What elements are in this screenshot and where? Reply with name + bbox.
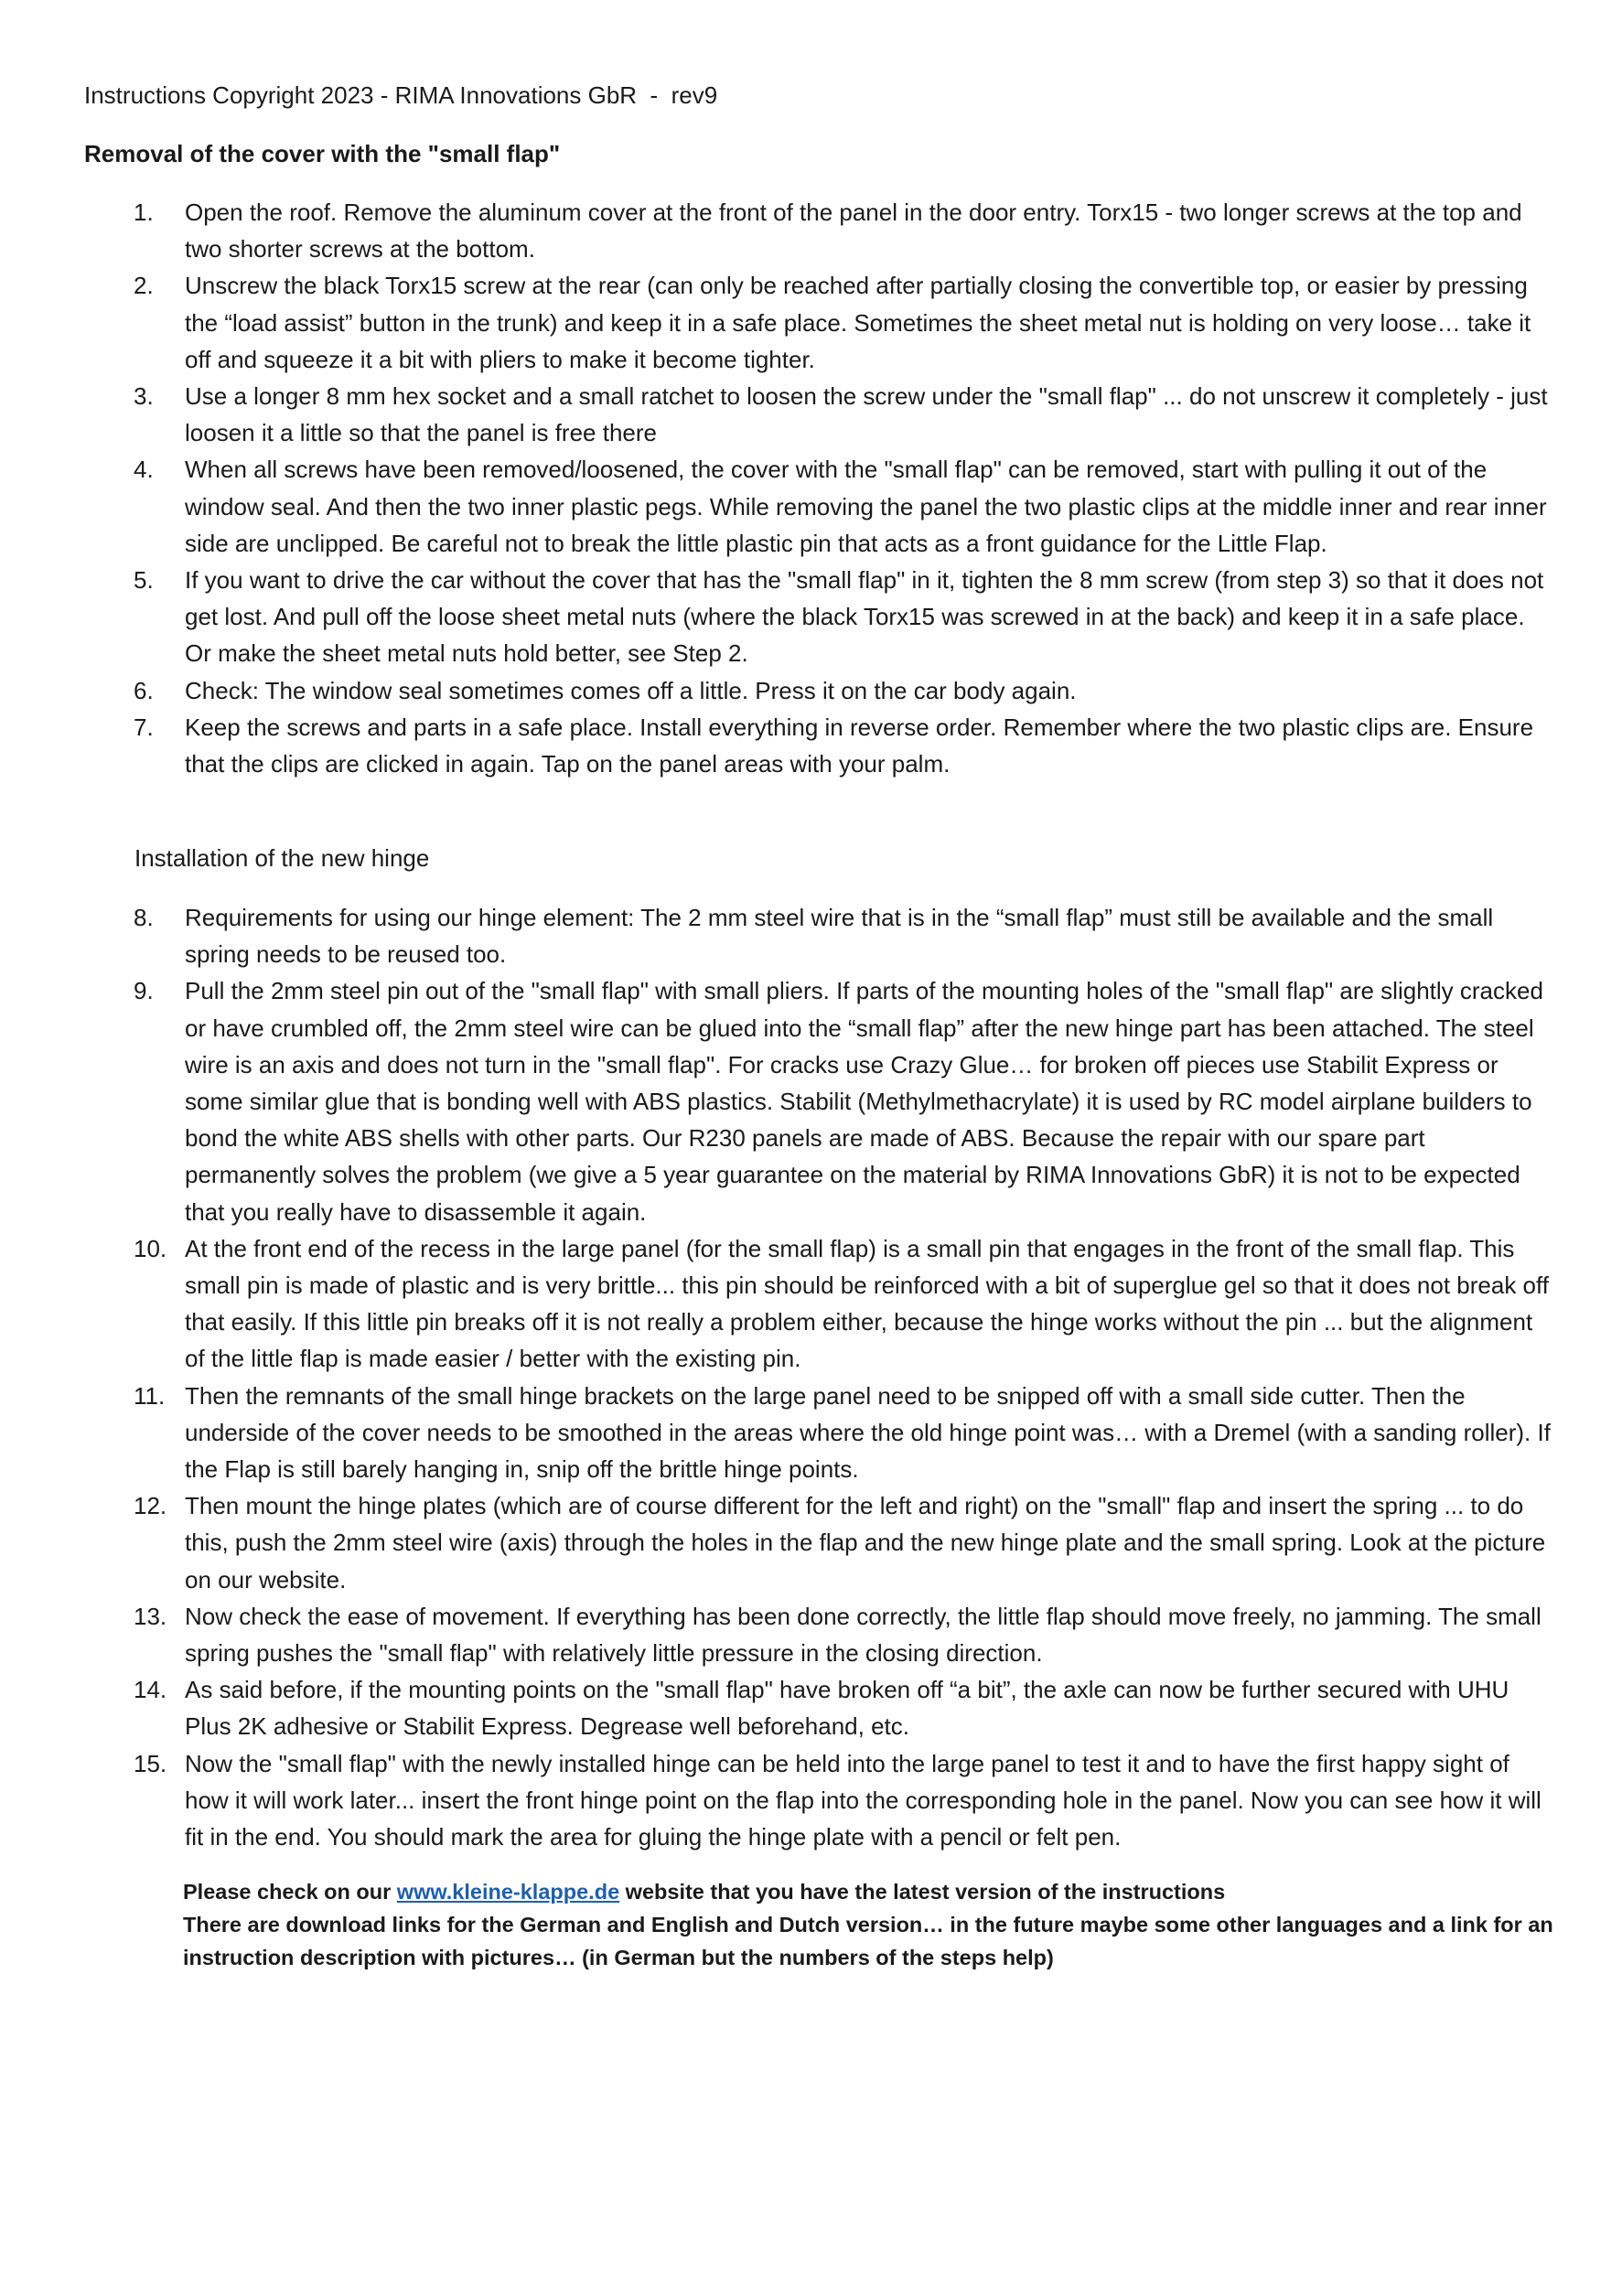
step-text: Open the roof. Remove the aluminum cover at the front of the panel in the door entry. Torx15 - two longer screws at the top and two shorter screws at the bottom. <box>185 198 1522 263</box>
step-number: 5. <box>134 566 154 595</box>
step-item <box>128 1378 1555 1488</box>
version-check-text-after: website that you have the latest version of the instructions <box>619 1880 1226 1904</box>
step-text: When all screws have been removed/loosened, the cover with the "small flap" can be removed, start with pulling it out of the window seal. And then the two inner plastic pegs. While removing the panel the two plastic clips at the middle inner and rear inner side are unclipped. Be careful not to break the little plastic pin that acts as a front guidance for the Little Flap. <box>185 456 1547 557</box>
step-item <box>128 972 1555 1229</box>
copyright-line: Instructions Copyright 2023 - RIMA Innovations GbR - rev9 <box>84 81 718 109</box>
step-item <box>128 194 1555 267</box>
step-text: Now the "small flap" with the newly installed hinge can be held into the large panel to test it and to have the first happy sight of how it will work later... insert the front hinge point on the flap into the corresponding hole in the panel. Now you can see how it will fit in the end. You should mark the area for gluing the hinge plate with a pencil or felt pen. <box>185 1749 1541 1851</box>
version-notes <box>183 1875 1555 1974</box>
step-text: Now check the ease of movement. If everything has been done correctly, the little flap should move freely, no jamming. The small spring pushes the "small flap" with relatively little pressure in the closing direction. <box>185 1602 1541 1668</box>
step-number: 4. <box>134 456 154 484</box>
step-item <box>128 1671 1555 1744</box>
step-item <box>128 1487 1555 1598</box>
step-item <box>128 899 1555 972</box>
step-text: Use a longer 8 mm hex socket and a small ratchet to loosen the screw under the "small flap" ... do not unscrew it completely - just loosen it a little so that the panel is free there <box>185 382 1548 447</box>
step-number: 7. <box>134 713 154 741</box>
step-number: 9. <box>134 977 154 1005</box>
step-number: 1. <box>134 198 154 226</box>
version-check-text-before: Please check on our <box>183 1880 397 1904</box>
step-number: 6. <box>134 676 154 704</box>
step-item <box>128 672 1555 709</box>
step-text: Then mount the hinge plates (which are of course different for the left and right) on the "small" flap and insert the spring ... to do this, push the 2mm steel wire (axis) through the holes in the flap and the new hinge plate and the small spring. Look at the picture on our website. <box>185 1492 1546 1593</box>
step-item <box>128 562 1555 672</box>
installation-steps-list <box>128 899 1555 1855</box>
step-number: 8. <box>134 904 154 931</box>
removal-section-title: Removal of the cover with the "small flap" <box>84 140 561 167</box>
step-item <box>128 451 1555 562</box>
step-number: 2. <box>134 272 154 300</box>
step-number: 14. <box>134 1676 167 1704</box>
step-item <box>128 1745 1555 1856</box>
version-check-line <box>183 1875 1555 1908</box>
step-text: Requirements for using our hinge element: The 2 mm steel wire that is in the “small flap” must still be available and the small spring needs to be reused too. <box>185 904 1494 969</box>
step-text: If you want to drive the car without the cover that has the "small flap" in it, tighten the 8 mm screw (from step 3) so that it does not get lost. And pull off the loose sheet metal nuts (where the black Torx15 was screwed in at the back) and keep it in a safe place. Or make the sheet metal nuts hold better, see Step 2. <box>185 566 1544 668</box>
step-item <box>128 709 1555 782</box>
step-text: Pull the 2mm steel pin out of the "small flap" with small pliers. If parts of the mounting holes of the "small flap" are slightly cracked or have crumbled off, the 2mm steel wire can be glued into the “small flap” after the new hinge part has been attached. The steel wire is an axis and does not turn in the "small flap". For cracks use Crazy Glue… for broken off pieces use Stabilit Express or some similar glue that is bonding well with ABS plastics. Stabilit (Methylmethacrylate) it is used by RC model airplane builders to bond the white ABS shells with other parts. Our R230 panels are made of ABS. Because the repair with our spare part permanently solves the problem (we give a 5 year guarantee on the material by RIMA Innovations GbR) it is not to be expected that you really have to disassemble it again. <box>185 977 1543 1226</box>
step-text: At the front end of the recess in the large panel (for the small flap) is a small pin that engages in the front of the small flap. This small pin is made of plastic and is very brittle... this pin should be reinforced with a bit of superglue gel so that it does not break off that easily. If this little pin breaks off it is not really a problem either, because the hinge works without the pin ... but the alignment of the little flap is made easier / better with the existing pin. <box>185 1234 1549 1373</box>
step-item <box>128 1230 1555 1378</box>
step-number: 15. <box>134 1749 167 1777</box>
step-number: 13. <box>134 1602 167 1630</box>
installation-section-title: Installation of the new hinge <box>134 844 430 872</box>
step-text: Keep the screws and parts in a safe place. Install everything in reverse order. Remember where the two plastic clips are. Ensure that the clips are clicked in again. Tap on the panel areas with your palm. <box>185 713 1534 778</box>
step-number: 12. <box>134 1492 167 1520</box>
removal-steps-list <box>128 194 1555 782</box>
step-number: 11. <box>134 1381 166 1410</box>
step-item <box>128 267 1555 378</box>
step-number: 3. <box>134 382 154 411</box>
download-links-line: There are download links for the German and English and Dutch version… in the future maybe some other languages and a link for an instruction description with pictures… (in German but the numbers of the steps help) <box>183 1913 1553 1969</box>
step-text: Unscrew the black Torx15 screw at the rear (can only be reached after partially closing the convertible top, or easier by pressing the “load assist” button in the trunk) and keep it in a safe place. Sometimes the sheet metal nut is holding on very loose… take it off and squeeze it a bit with pliers to make it become tighter. <box>185 272 1531 373</box>
step-text: Check: The window seal sometimes comes off a little. Press it on the car body again. <box>185 676 1077 704</box>
step-item <box>128 1598 1555 1671</box>
step-number: 10. <box>134 1234 167 1262</box>
step-item <box>128 378 1555 451</box>
website-link[interactable]: www.kleine-klappe.de <box>396 1880 620 1904</box>
step-text: As said before, if the mounting points on the "small flap" have broken off “a bit”, the axle can now be further secured with UHU Plus 2K adhesive or Stabilit Express. Degrease well beforehand, etc. <box>185 1676 1509 1741</box>
step-text: Then the remnants of the small hinge brackets on the large panel need to be snipped off with a small side cutter. Then the underside of the cover needs to be smoothed in the areas where the old hinge point was… with a Dremel (with a sanding roller). If the Flap is still barely hanging in, snip off the brittle hinge points. <box>185 1381 1551 1484</box>
